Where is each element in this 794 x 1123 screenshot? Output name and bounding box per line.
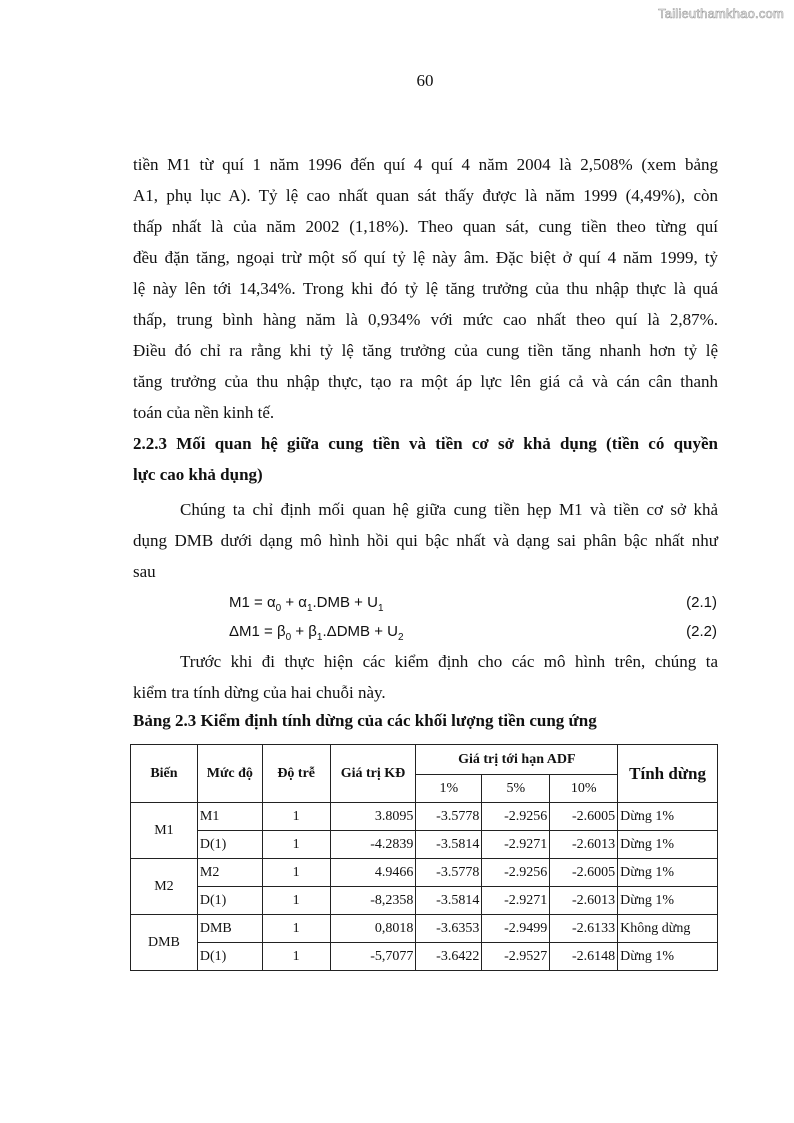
paragraph-3 (133, 646, 718, 708)
cell-c5: -2.9499 (482, 915, 550, 943)
cell-c1: -3.5778 (416, 859, 482, 887)
header-bien: Biến (131, 745, 198, 803)
cell-muc-do: DMB (197, 915, 262, 943)
table-row (131, 831, 718, 859)
cell-c5: -2.9256 (482, 859, 550, 887)
cell-do-tre: 1 (262, 859, 330, 887)
heading-line: lực cao khả dụng) (133, 465, 263, 484)
cell-do-tre: 1 (262, 831, 330, 859)
cell-c10: -2.6148 (550, 943, 618, 971)
cell-c5: -2.9527 (482, 943, 550, 971)
text-line: đều đặn tăng, ngoại trừ một số quí tỷ lệ này âm. Đặc biệt ở quí 4 năm 1999, tỷ (133, 248, 718, 267)
header-5pct: 5% (482, 775, 550, 803)
text-line: Trước khi đi thực hiện các kiểm định cho các mô hình trên, chúng ta (180, 652, 718, 671)
equation-number: (2.2) (686, 623, 717, 640)
cell-dung: Dừng 1% (618, 859, 718, 887)
text-line: thấp, trung bình hàng năm là 0,934% với mức cao nhất theo quí là 2,87%. (133, 310, 718, 329)
cell-dung: Dừng 1% (618, 943, 718, 971)
header-gia-tri-kd: Giá trị KĐ (330, 745, 416, 803)
cell-kd: -5,7077 (330, 943, 416, 971)
cell-do-tre: 1 (262, 943, 330, 971)
cell-kd: -4.2839 (330, 831, 416, 859)
equation-number: (2.1) (686, 594, 717, 611)
text-line: Điều đó chỉ ra rằng khi tỷ lệ tăng trưởng của cung tiền tăng nhanh hơn tỷ lệ (133, 341, 718, 360)
text-line: sau (133, 562, 156, 581)
cell-kd: 0,8018 (330, 915, 416, 943)
cell-c10: -2.6005 (550, 859, 618, 887)
text-line: A1, phụ lục A). Tỷ lệ cao nhất quan sát thấy được là năm 1999 (4,49%), còn (133, 186, 718, 205)
cell-muc-do: D(1) (197, 831, 262, 859)
cell-muc-do: D(1) (197, 943, 262, 971)
equation-text: $\Delta M1 = \beta_0 + \beta_1.\Delta DMB + U_2$ (229, 623, 404, 643)
paragraph-2 (133, 494, 718, 587)
equation-text: $M1 = \alpha_0 + \alpha_1.DMB + U_1$ (229, 594, 384, 614)
table-row (131, 887, 718, 915)
section-heading (133, 428, 718, 490)
cell-bien: DMB (131, 915, 198, 971)
table-row (131, 915, 718, 943)
cell-c10: -2.6013 (550, 831, 618, 859)
paragraph-1 (133, 149, 718, 428)
cell-c5: -2.9256 (482, 803, 550, 831)
cell-c10: -2.6005 (550, 803, 618, 831)
cell-c1: -3.5814 (416, 831, 482, 859)
table-caption: Bảng 2.3 Kiểm định tính dừng của các khối lượng tiền cung ứng (133, 711, 597, 730)
watermark: Tailieuthamkhao.com (658, 6, 784, 21)
cell-muc-do: D(1) (197, 887, 262, 915)
text-line: thấp nhất là của năm 2002 (1,18%). Theo quan sát, cung tiền theo từng quí (133, 217, 718, 236)
header-adf: Giá trị tới hạn ADF (416, 745, 618, 775)
text-line: toán của nền kinh tế. (133, 403, 275, 422)
cell-dung: Dừng 1% (618, 831, 718, 859)
text-line: tiền M1 từ quí 1 năm 1996 đến quí 4 quí 4 năm 2004 là 2,508% (xem bảng (133, 155, 718, 174)
table-row (131, 859, 718, 887)
cell-do-tre: 1 (262, 915, 330, 943)
cell-dung: Không dừng (618, 915, 718, 943)
cell-bien: M2 (131, 859, 198, 915)
text-line: kiểm tra tính dừng của hai chuỗi này. (133, 683, 386, 702)
cell-c1: -3.5778 (416, 803, 482, 831)
header-1pct: 1% (416, 775, 482, 803)
cell-c1: -3.6353 (416, 915, 482, 943)
cell-do-tre: 1 (262, 803, 330, 831)
equation-2-1 (229, 594, 717, 614)
cell-c10: -2.6133 (550, 915, 618, 943)
cell-bien: M1 (131, 803, 198, 859)
heading-line: 2.2.3 Mối quan hệ giữa cung tiền và tiền cơ sở khả dụng (tiền có quyền (133, 434, 718, 453)
cell-muc-do: M2 (197, 859, 262, 887)
page-number: 60 (416, 71, 434, 90)
adf-table (130, 744, 718, 971)
table-row (131, 943, 718, 971)
cell-c1: -3.6422 (416, 943, 482, 971)
table-header-row (131, 745, 718, 775)
cell-c1: -3.5814 (416, 887, 482, 915)
cell-c5: -2.9271 (482, 887, 550, 915)
text-line: tăng trưởng của thu nhập thực, tạo ra một áp lực lên giá cả và cán cân thanh (133, 372, 718, 391)
cell-kd: 4.9466 (330, 859, 416, 887)
cell-c5: -2.9271 (482, 831, 550, 859)
text-line: Chúng ta chỉ định mối quan hệ giữa cung tiền hẹp M1 và tiền cơ sở khả (180, 500, 718, 519)
header-10pct: 10% (550, 775, 618, 803)
equation-2-2 (229, 623, 717, 643)
cell-dung: Dừng 1% (618, 887, 718, 915)
cell-c10: -2.6013 (550, 887, 618, 915)
text-line: dụng DMB dưới dạng mô hình hồi qui bậc nhất và dạng sai phân bậc nhất như (133, 531, 718, 550)
cell-kd: 3.8095 (330, 803, 416, 831)
cell-dung: Dừng 1% (618, 803, 718, 831)
table-row (131, 803, 718, 831)
cell-do-tre: 1 (262, 887, 330, 915)
cell-muc-do: M1 (197, 803, 262, 831)
header-tinh-dung: Tính dừng (618, 745, 718, 803)
header-muc-do: Mức độ (197, 745, 262, 803)
header-do-tre: Độ trễ (262, 745, 330, 803)
text-line: lệ này lên tới 14,34%. Trong khi đó tỷ lệ tăng trưởng của thu nhập thực là quá (133, 279, 718, 298)
cell-kd: -8,2358 (330, 887, 416, 915)
